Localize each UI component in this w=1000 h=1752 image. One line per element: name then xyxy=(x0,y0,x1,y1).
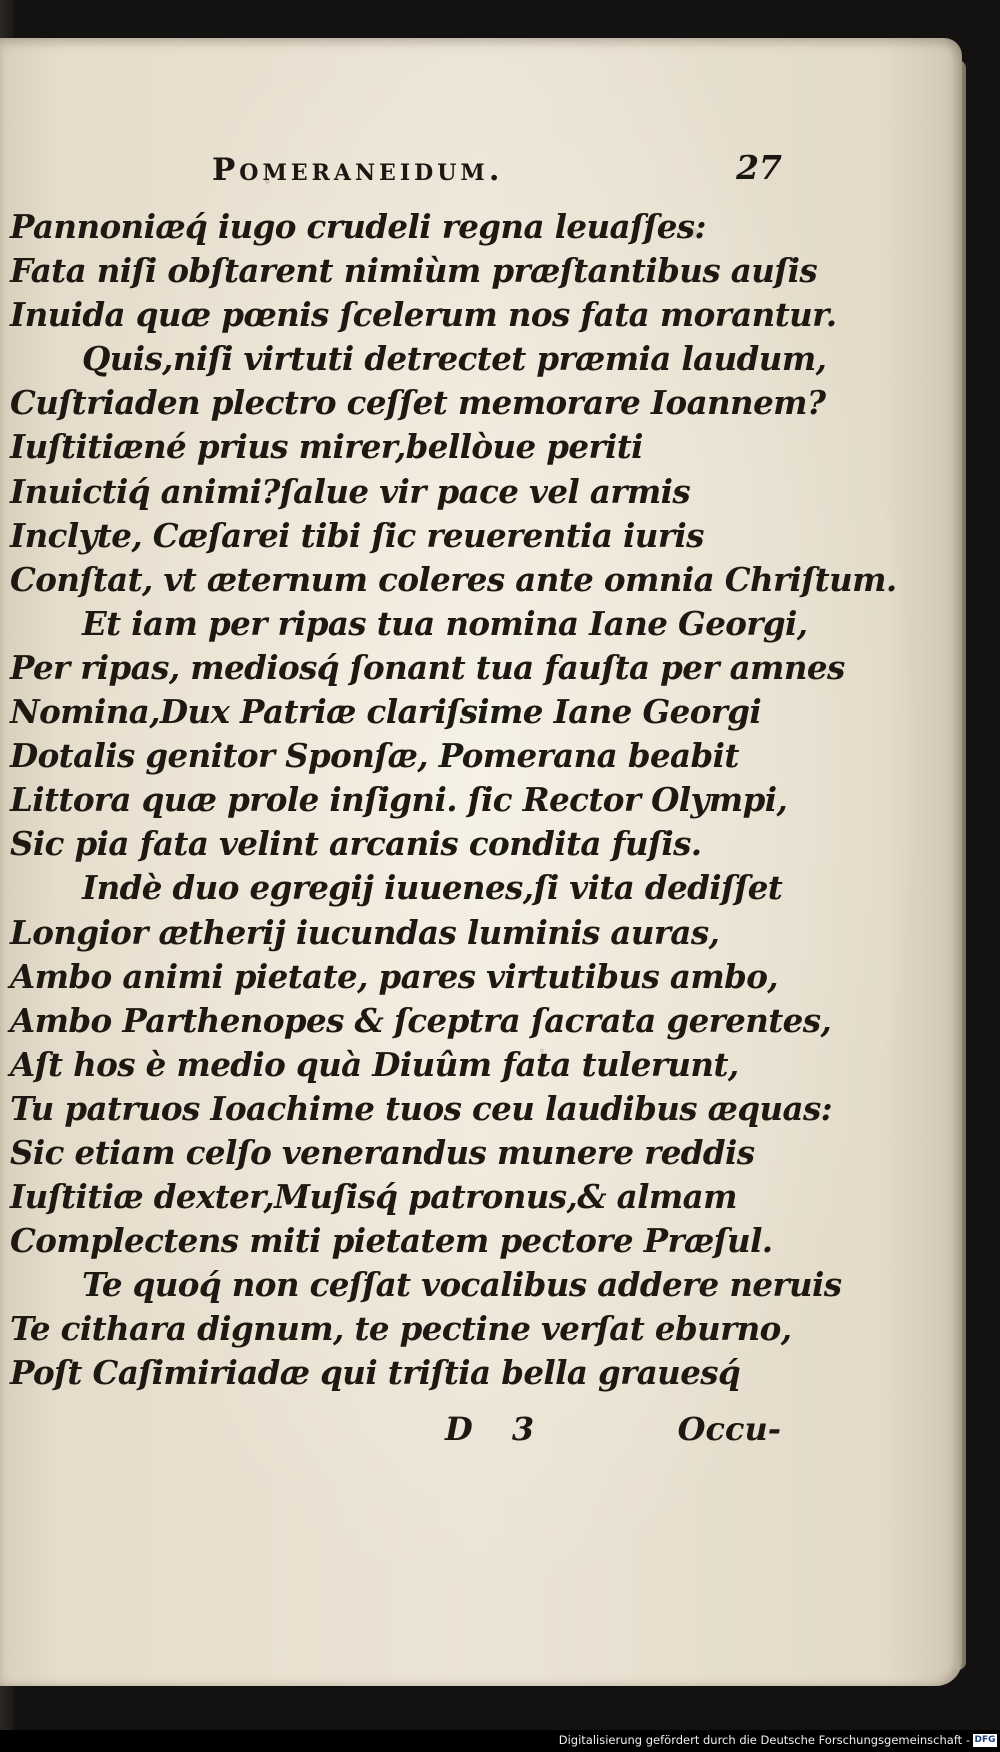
poem-text xyxy=(10,205,940,1396)
page-header xyxy=(212,148,782,192)
verse-line: Quis,niſi virtuti detrectet præmia laudum, xyxy=(82,339,827,379)
verse-line: Indè duo egregij iuuenes,ſi vita dediſſet xyxy=(82,868,783,908)
verse-line: Inuictiq́ animi?ſalue vir pace vel armis xyxy=(10,471,691,511)
verse-line: Iuſtitiæ dexter,Muſisq́ patronus,& almam xyxy=(10,1177,737,1217)
verse-line: Aſt hos è medio quà Diuûm fata tulerunt, xyxy=(10,1044,739,1084)
verse-line: Te quoq́ non ceſſat vocalibus addere neruis xyxy=(82,1265,842,1305)
digitization-credit-bar xyxy=(0,1730,1000,1752)
running-title: Pomeraneidum. xyxy=(212,152,504,188)
verse-line: Fata niſi obſtarent nimiùm præſtantibus auſis xyxy=(10,251,818,291)
verse-line: Tu patruos Ioachime tuos ceu laudibus æquas: xyxy=(10,1088,833,1128)
page-footer xyxy=(445,1410,785,1458)
verse-line: Ambo animi pietate, pares virtutibus ambo, xyxy=(10,956,779,996)
verse-line: Ambo Parthenopes & ſceptra ſacrata gerentes, xyxy=(10,1000,832,1040)
dfg-logo: DFG xyxy=(974,1735,996,1745)
catchword: Occu- xyxy=(677,1410,781,1448)
verse-line: Sic pia fata velint arcanis condita fuſis. xyxy=(10,824,702,864)
verse-line: Inuida quæ pœnis ſcelerum nos fata morantur. xyxy=(10,295,837,335)
verse-line: Et iam per ripas tua nomina Iane Georgi, xyxy=(82,603,808,643)
page-number: 27 xyxy=(736,148,782,187)
verse-line: Te cithara dignum, te pectine verſat eburno, xyxy=(10,1309,792,1349)
verse-line: Dotalis genitor Sponſæ, Pomerana beabit xyxy=(10,736,739,776)
verse-line: Iuſtitiæné prius mirer,bellòue periti xyxy=(10,427,643,467)
verse-line: Pannoniæq́ iugo crudeli regna leuaſſes: xyxy=(10,207,706,246)
signature-mark: D 3 xyxy=(445,1410,549,1448)
verse-line: Conſtat, vt æternum coleres ante omnia Chriſtum. xyxy=(10,559,897,599)
verse-line: Littora quæ prole inſigni. ſic Rector Olympi, xyxy=(10,780,788,820)
verse-line: Complectens miti pietatem pectore Præſul. xyxy=(10,1221,773,1261)
page-edge xyxy=(956,60,966,1670)
verse-line: Inclyte, Cæſarei tibi ſic reuerentia iuris xyxy=(10,515,704,555)
verse-line: Per ripas, mediosq́ ſonant tua fauſta per amnes xyxy=(10,647,845,687)
verse-line: Cuſtriaden plectro ceſſet memorare Ioannem? xyxy=(10,383,826,423)
digitization-credit: Digitalisierung gefördert durch die Deutsche Forschungsgemeinschaft - xyxy=(558,1733,970,1747)
verse-line: Longior ætherij iucundas luminis auras, xyxy=(10,912,720,952)
verse-line: Sic etiam celſo venerandus munere reddis xyxy=(10,1132,755,1172)
verse-line: Nomina,Dux Patriæ clariſsime Iane Georgi xyxy=(10,692,762,732)
verse-line: Poſt Caſimiriadæ qui triſtia bella grauesq́ xyxy=(10,1353,741,1393)
